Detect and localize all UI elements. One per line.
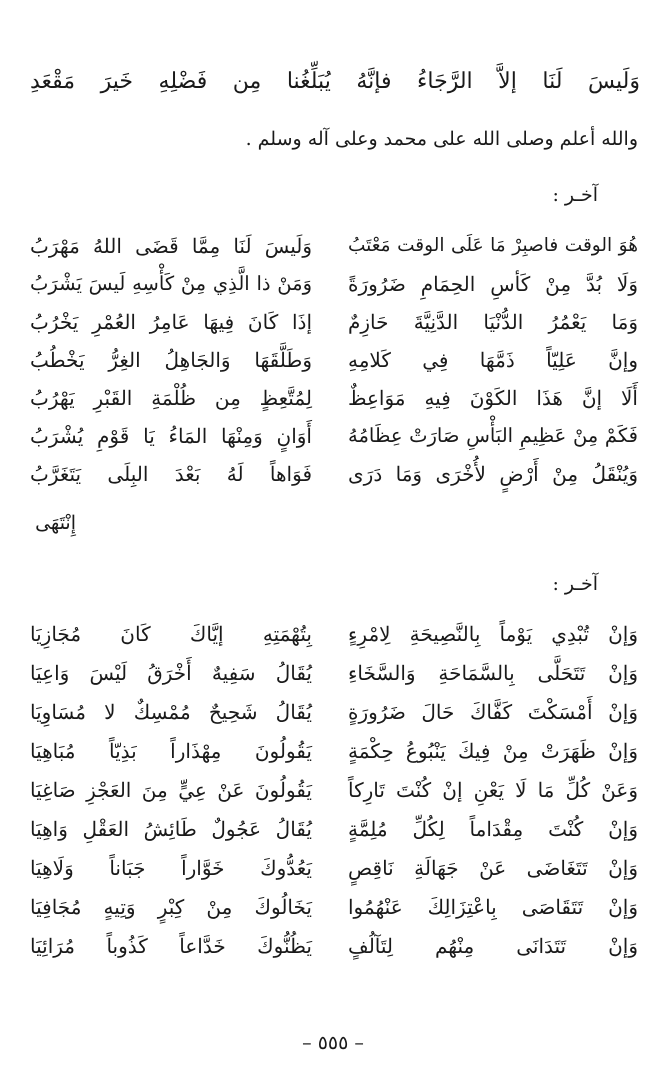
poem1-hemistich-right: وإنَّ عَلِيّاً ذَمَّهَا فِي كَلامِهِ xyxy=(348,348,638,372)
poem2-hemistich-right: وَإنْ أَمْسَكْتَ كَفَّاكَ حَالَ ضَرُورَةٍ xyxy=(348,700,638,724)
poem1-hemistich-right: وَيُنْقَلُ مِنْ أَرْضٍ لأُخْرَى وَمَا دَرَى xyxy=(348,462,638,486)
poem1-hemistich-right: وَمَا يَعْمُرُ الدُّنْيَا الدَّنِيَّةَ حَازِمٌ xyxy=(348,310,638,334)
poem1-hemistich-left: وَمَنْ ذا الَّذِي مِنْ كَأْسِهِ لَيسَ يَشْرَبُ xyxy=(30,272,312,295)
poem2-hemistich-right: وَإنْ كُنْتَ مِقْدَاماً لِكُلِّ مُلِمَّةٍ xyxy=(348,817,638,841)
poem1-hemistich-right: أَلَا إنَّ هَذَا الكَوْنَ فِيهِ مَوَاعِظٌ xyxy=(348,386,638,410)
poem2-hemistich-right: وَإنْ تُبْدِي يَوْماً بِالنَّصِيحَةِ لِامْرِءٍ xyxy=(348,622,638,646)
poem2-hemistich-left: يُقَالُ عَجُولٌ طَائِشُ العَقْلِ وَاهِيَا xyxy=(30,817,312,841)
poem1-hemistich-left: وَطَلَّقَهَا وَالجَاهِلُ الغِرُّ يَخْطُبُ xyxy=(30,348,312,372)
poem1-hemistich-left: فَوَاهاً لَهُ بَعْدَ البِلَى يَتَغَرَّبُ xyxy=(30,462,312,486)
poem2-hemistich-left: يُقَالُ شَحِيحٌ مُمْسِكٌ لا مُسَاوِيَا xyxy=(30,700,312,724)
poem2-hemistich-right: وَإنْ تَتَدَانَى مِنْهُم لِتَآلُفٍ xyxy=(348,934,638,958)
poem1-end-marker: إِنْتَهَى xyxy=(35,512,76,534)
poem2-hemistich-left: بِتُهْمَتِهِ إيَّاكَ كَانَ مُجَازِيَا xyxy=(30,622,312,646)
poem1-hemistich-right: فَكَمْ مِنْ عَظِيمِ البَأْسِ صَارَتْ عِظَامُهُ xyxy=(348,424,638,447)
poem2-hemistich-left: يُقَالُ سَفِيهٌ أَخْرَقُ لَيْسَ وَاعِيَا xyxy=(30,661,312,685)
poem1-hemistich-left: إذَا كَانَ فِيهَا عَامِرُ العُمْرِ يَخْرُبُ xyxy=(30,310,312,334)
poem2-hemistich-left: يَقُولُونَ عَنْ عِيٍّ مِنَ العَجْزِ صَاغِيَا xyxy=(30,778,312,802)
poem2-hemistich-right: وَعَنْ كُلِّ مَا لَا يَعْنِ إنْ كُنْتَ تَارِكاً xyxy=(348,778,638,802)
opening-verse: وَلَيسَ لَنَا إلاَّ الرَّجَاءُ فإنَّهُ يُبَلِّغُنا مِن فَضْلِهِ خَيرَ مَقْعَدِ xyxy=(30,69,640,94)
poem2-hemistich-left: يَخَالُوكَ مِنْ كِبْرٍ وَتِيهٍ مُجَافِيَا xyxy=(30,895,312,919)
poem1-hemistich-left: وَلَيسَ لَنَا مِمَّا قَضَى اللهُ مَهْرَبُ xyxy=(30,234,312,258)
poem1-hemistich-left: أَوَانٍ وَمِنْهَا المَاءُ يَا قَوْمِ يُشْرَبُ xyxy=(30,424,312,448)
poem2-heading: آخـر : xyxy=(552,573,598,595)
poem1-heading: آخـر : xyxy=(552,184,598,206)
poem2-hemistich-left: يَقُولُونَ مِهْذَاراً بَذِيّاً مُبَاهِيَا xyxy=(30,739,312,763)
poem2-hemistich-right: وَإنْ تَتَقَاصَى بِاعْتِزَالِكَ عَنْهُمُوا xyxy=(348,895,638,919)
poem2-hemistich-left: يَظُنُّوكَ خَدَّاعاً كَذُوباً مُرَائِيَا xyxy=(30,934,312,958)
poem1-hemistich-right: وَلَا بُدَّ مِنْ كَأسِ الحِمَامِ ضَرُورَةً xyxy=(348,272,638,296)
poem2-hemistich-right: وَإنْ تَتَغَاضَى عَنْ جَهَالَةِ نَاقِصٍ xyxy=(348,856,638,880)
page-number: – ٥٥٥ – xyxy=(302,1032,364,1054)
poem2-hemistich-right: وَإنْ تَتَحَلَّى بِالسَّمَاحَةِ وَالسَّخَاءِ xyxy=(348,661,638,685)
poem2-hemistich-right: وَإنْ ظَهَرَتْ مِنْ فِيكَ يَنْبُوعُ حِكْمَةٍ xyxy=(348,739,638,763)
poem1-hemistich-left: لِمُتَّعِظٍ مِن ظُلْمَةِ القَبْرِ يَهْرُبُ xyxy=(30,386,312,410)
poem2-hemistich-left: يَعُدُّوكَ خَوَّاراً جَبَاناً وَلَاهِيَا xyxy=(30,856,312,880)
closing-prayer: والله أعلم وصلى الله على محمد وعلى آله وسلم . xyxy=(245,128,638,150)
poem1-hemistich-right: هُوَ الوقت فاصبِرْ مَا عَلَى الوقت مَعْتَبُ xyxy=(348,235,638,256)
